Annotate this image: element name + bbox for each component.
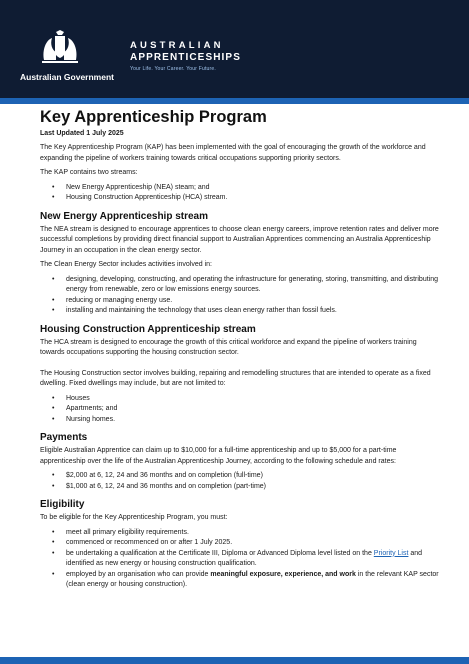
eligibility-heading: Eligibility [40,499,85,510]
list-item: • New Energy Apprenticeship (NEA) steam; and [40,183,440,194]
bullet-icon: • [52,472,55,479]
bullet-icon: • [52,482,55,490]
page-header [0,0,469,98]
nea-paragraph: The NEA stream is designed to encourage apprentices to choose clean energy careers, improve retention rates and deliver more successful completions by providing direct financial support to Australian Apprentices commencing an Australia Apprenticeship Journey in an occupation in the clean energy sector. [40,225,439,254]
document-body [40,108,440,595]
list-item: • $2,000 at 6, 12, 24 and 36 months and on completion (full-time) [40,471,440,482]
brand-tagline: Your Life. Your Career. Your Future. [130,66,216,72]
payments-paragraph: Eligible Australian Apprentice can claim up to $10,000 for a full-time apprenticeship and up to $5,000 for a part-time apprenticeship over the life of the Australian Apprenticeship Journey, according to the following schedule and rates: [40,447,397,465]
nea-activities-intro: The Clean Energy Sector includes activities involved in: [40,261,212,268]
dwellings-list [40,394,440,426]
list-item: • employed by an organisation who can provide meaningful exposure, experience, and work in the relevant KAP sector (clean energy or housing construction). [52,570,439,588]
list-item: • Houses [40,394,440,405]
australian-apprenticeships-logo [130,40,270,72]
eligibility-intro: To be eligible for the Key Apprenticeship Program, you must: [40,514,228,521]
hca-heading: Housing Construction Apprenticeship stream [40,323,256,335]
bullet-icon: • [52,194,55,201]
list-item: • reducing or managing energy use. [40,296,440,307]
list-item: • Apartments; and [40,404,440,415]
last-updated: Last Updated 1 July 2025 [40,130,124,137]
list-item: • meet all primary eligibility requirements. [40,528,440,539]
streams-intro: The KAP contains two streams: [40,169,138,176]
list-item: • designing, developing, constructing, and operating the infrastructure for generating, storing, transmitting, and distributing energy from renewable, zero or low emissions energy sources. [52,275,438,293]
bullet-icon: • [52,539,55,546]
nea-heading: New Energy Apprenticeship stream [40,210,209,222]
list-item: • Housing Construction Apprenticeship (HCA) stream. [40,193,440,204]
brand-line-1: AUSTRALIAN [130,40,224,51]
priority-list-link[interactable]: Priority List [373,549,409,557]
bullet-icon: • [52,405,55,412]
payments-list [40,471,440,492]
government-name: Australian Government [20,72,114,82]
list-item: • $1,000 at 6, 12, 24 and 36 months and on completion (part-time) [40,482,440,493]
eligibility-list [40,528,440,591]
header-stripe [0,98,469,104]
list-item: • commenced or recommenced on or after 1 July 2025. [40,538,440,549]
page-title: Key Apprenticeship Program [40,108,267,126]
nea-activities-list [40,275,440,317]
coat-of-arms-icon [38,30,82,66]
payments-heading: Payments [40,432,88,443]
bullet-icon: • [52,183,55,191]
list-item: • be undertaking a qualification at the Certificate III, Diploma or Advanced Diploma level listed on the Priority List and identified as new energy or housing construction qualification. [52,549,423,567]
hca-paragraph-2: The Housing Construction sector involves building, repairing and remodelling structures that are intended to operate as a fixed dwelling. Fixed dwellings may include, but are not limited to: [40,369,431,387]
bullet-icon: • [52,549,55,557]
bullet-icon: • [52,307,55,314]
bullet-icon: • [52,415,55,423]
bullet-icon: • [52,570,55,578]
bullet-icon: • [52,296,55,304]
bullet-icon: • [52,394,55,402]
streams-list [40,183,440,204]
list-item: • installing and maintaining the technology that uses clean energy rather than fossil fuels. [40,306,440,317]
intro-paragraph: The Key Apprenticeship Program (KAP) has been implemented with the goal of encouraging the growth of the workforce and expanding the pipeline of workers training towards critical occupations supporting priority sectors. [40,144,426,162]
footer-stripe [0,657,469,664]
australian-government-logo [20,30,114,86]
bullet-icon: • [52,528,55,536]
brand-line-2: APPRENTICESHIPS [130,52,241,63]
hca-paragraph: The HCA stream is designed to encourage the growth of this critical workforce and expand the pipeline of workers training towards occupations supporting the housing construction sector. [40,338,417,356]
list-item: • Nursing homes. [40,415,440,426]
bullet-icon: • [52,275,55,283]
